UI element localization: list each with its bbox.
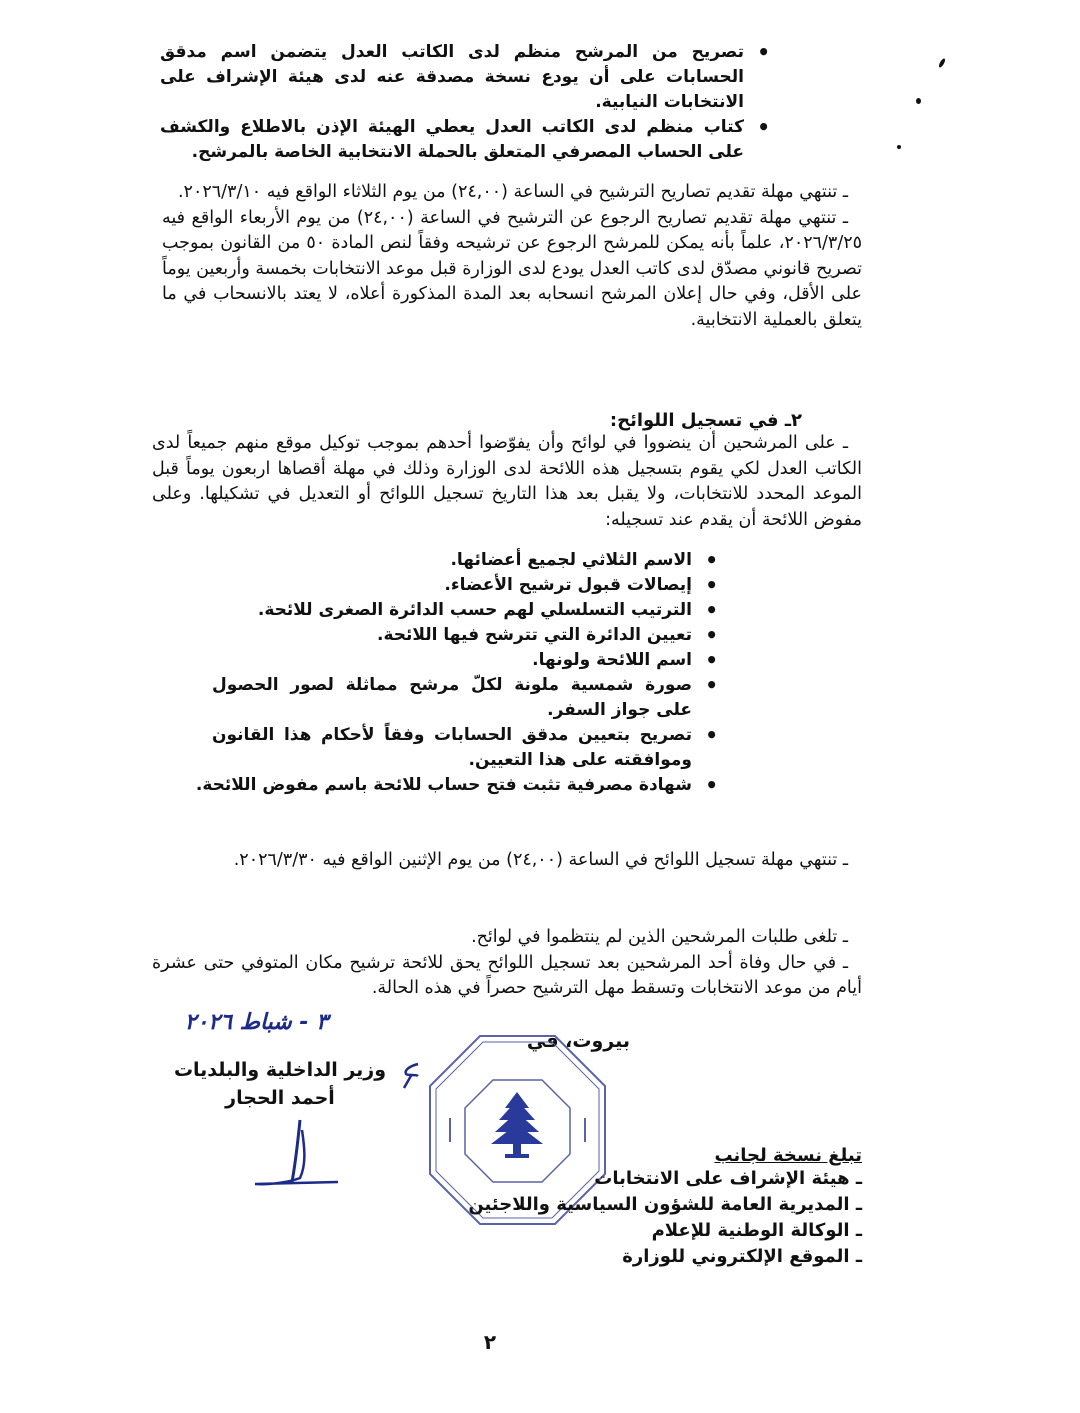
initial-mark: [398, 1060, 422, 1090]
copies-section: [462, 1145, 862, 1270]
place-date-label: بيروت، في: [526, 1030, 630, 1052]
death-clause: ـ في حال وفاة أحد المرشحين بعد تسجيل اللوائح يحق للائحة ترشيح مكان المتوفي حتى عشرة أيام من موعد الانتخابات وتسقط مهل الترشيح حصراً في هذه الحالة.: [152, 952, 862, 998]
lists-deadline-section: [152, 848, 862, 874]
requirement-item: • الاسم الثلاثي لجميع أعضائها.: [363, 548, 718, 573]
final-provisions: [152, 925, 862, 1002]
requirement-item: • شهادة مصرفية تثبت فتح حساب للائحة باسم مفوض اللائحة.: [363, 773, 718, 798]
scan-mark: [938, 58, 946, 69]
copy-recipient: ـ الموقع الإلكتروني للوزارة: [622, 1246, 862, 1267]
minister-title: وزير الداخلية والبلديات: [173, 1059, 387, 1081]
signature-block: [150, 1056, 410, 1112]
copy-recipient: ـ هيئة الإشراف على الانتخابات: [594, 1168, 862, 1189]
requirement-item: • الترتيب التسلسلي لهم حسب الدائرة الصغرى للائحة.: [363, 598, 718, 623]
requirement-item: • اسم اللائحة ولونها.: [363, 648, 718, 673]
requirement-item: • إيصالات قبول ترشيح الأعضاء.: [363, 573, 718, 598]
deadlines-section: [162, 180, 862, 333]
handwritten-date: ٣ - شباط ٢٠٢٦: [184, 1010, 328, 1035]
nomination-deadline: ـ تنتهي مهلة تقديم تصاريح الترشيح في الساعة (٢٤,٠٠) من يوم الثلاثاء الواقع فيه ٢٠٢٦/٣/١٠.: [177, 182, 848, 202]
section-list-registration: [152, 410, 862, 533]
bullet-item: • تصريح من المرشح منظم لدى الكاتب العدل يتضمن اسم مدقق الحسابات على أن يودع نسخة مصدقة عنه لدى هيئة الإشراف على الانتخابات النيابية.: [160, 40, 770, 115]
top-bullet-list: [160, 40, 770, 165]
requirement-item: • تعيين الدائرة التي تترشح فيها اللائحة.: [363, 623, 718, 648]
copies-heading: تبلغ نسخة لجانب: [714, 1145, 862, 1166]
handwritten-signature: [250, 1110, 350, 1200]
scan-mark: [897, 145, 901, 149]
page-number: ٢: [483, 1330, 497, 1354]
minister-name: أحمد الحجار: [225, 1087, 335, 1109]
requirement-item: • صورة شمسية ملونة لكلّ مرشح مماثلة لصور الحصول على جواز السفر.: [212, 673, 718, 723]
cancellation-clause: ـ تلغى طلبات المرشحين الذين لم ينتظموا في لوائح.: [471, 927, 848, 947]
lists-deadline: ـ تنتهي مهلة تسجيل اللوائح في الساعة (٢٤,٠٠) من يوم الإثنين الواقع فيه ٢٠٢٦/٣/٣٠.: [233, 850, 848, 870]
copy-recipient: ـ المديرية العامة للشؤون السياسية واللاجئين: [468, 1194, 862, 1215]
requirement-item: • تصريح بتعيين مدقق الحسابات وفقاً لأحكام هذا القانون وموافقته على هذا التعيين.: [212, 723, 718, 773]
section-intro: ـ على المرشحين أن ينضووا في لوائح وأن يفوّضوا أحدهم بموجب توكيل موقع منهم جميعاً لدى الكاتب العدل لكي يقوم بتسجيل هذه اللائحة لدى الوزارة وذلك في مهلة أقصاها اربعون يوماً قبل الموعد المحدد للانتخابات، ولا يقبل بعد هذا التاريخ تسجيل اللوائح أو التعديل في تشكيلها. وعلى مفوض اللائحة أن يقدم عند تسجيله:: [152, 433, 862, 530]
withdrawal-deadline: ـ تنتهي مهلة تقديم تصاريح الرجوع عن الترشيح في الساعة (٢٤,٠٠) من يوم الأربعاء الواقع فيه ٢٠٢٦/٣/٢٥، علماً بأنه يمكن للمرشح الرجوع عن ترشيحه وفقاً لنص المادة ٥٠ من القانون بموجب تصريح قانوني مصدّق لدى كاتب العدل يودع لدى الوزارة قبل موعد الانتخابات بخمسة وأربعين يوماً على الأقل، وفي حال إعلان المرشح انسحابه بعد المدة المذكورة أعلاه، لا يعتد بالانسحاب في ما يتعلق بالعملية الانتخابية.: [162, 207, 863, 330]
scan-mark: [916, 98, 921, 104]
requirements-list: [195, 548, 718, 798]
copy-recipient: ـ الوكالة الوطنية للإعلام: [651, 1220, 862, 1241]
bullet-item: • كتاب منظم لدى الكاتب العدل يعطي الهيئة الإذن بالاطلاع والكشف على الحساب المصرفي المتعلق بالحملة الانتخابية الخاصة بالمرشح.: [160, 115, 770, 165]
section-heading: ٢ـ في تسجيل اللوائح:: [609, 410, 802, 431]
